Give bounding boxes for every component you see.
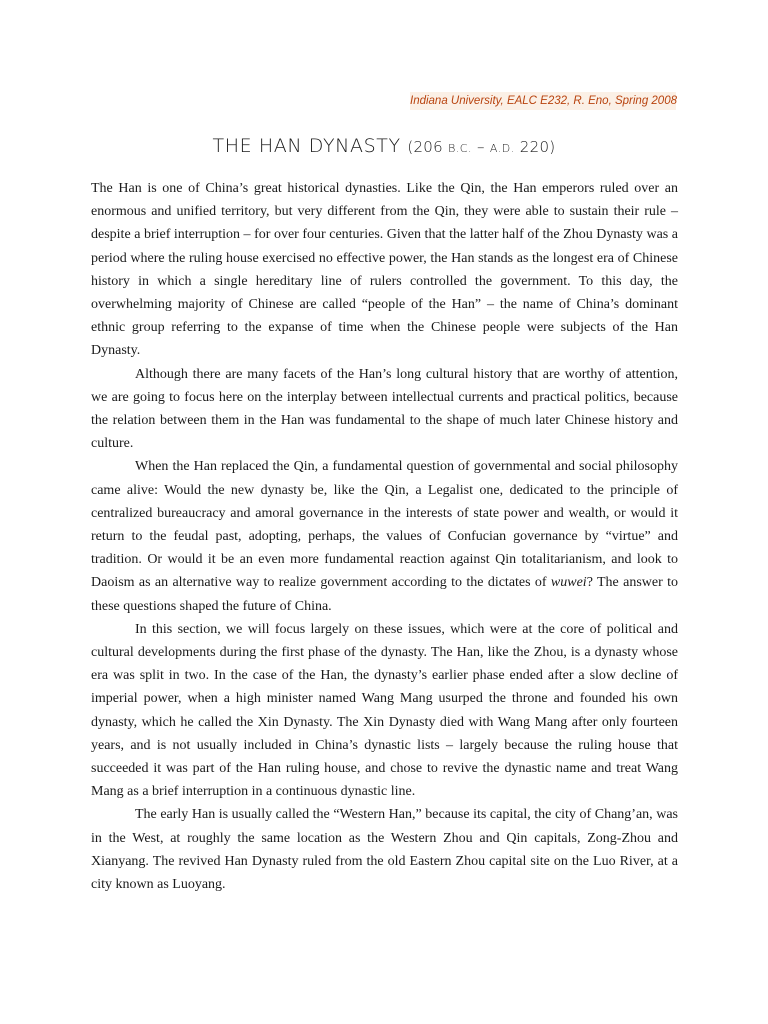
paragraph-philosophy bbox=[91, 455, 678, 617]
title-main: THE HAN DYNASTY bbox=[212, 135, 401, 157]
paragraph-capitals: The early Han is usually called the “Western Han,” because its capital, the city of Chang’an, was in the West, at roughly the same location as the Western Zhou and Qin capitals, Zong-Zhou and Xianyang. The revived Han Dynasty ruled from the old Eastern Zhou capital site on the Luo River, at a city known as Luoyang. bbox=[91, 807, 678, 893]
title-close: 220) bbox=[514, 138, 556, 156]
title-bc: B.C. bbox=[448, 142, 472, 155]
paragraph-philosophy-part1: When the Han replaced the Qin, a fundamental question of governmental and social philosophy came alive: Would the new dynasty be, like the Qin, a Legalist one, dedicated to the principle of centralized bureaucracy and amoral governance in the interests of state power and wealth, or would it return to the feudal past, adopting, perhaps, the values of Confucian governance by “virtue” and tradition. Or would it be an even more fundamental reaction against Qin totalitarianism, and look to Daoism as an alternative way to realize government according to the dictates of bbox=[91, 459, 678, 591]
title-dash: – bbox=[471, 138, 490, 156]
paragraph-intro: The Han is one of China’s great historical dynasties. Like the Qin, the Han emperors ruled over an enormous and unified territory, but very different from the Qin, they were able to sustain their rule – despite a brief interruption – for over four centuries. Given that the latter half of the Zhou Dynasty was a period where the ruling house exercised no effective power, the Han stands as the longest era of Chinese history in which a single hereditary line of rulers controlled the government. To this day, the overwhelming majority of Chinese are called “people of the Han” – the name of China’s dominant ethnic group referring to the expanse of time when the Chinese people were subjects of the Han Dynasty. bbox=[91, 181, 678, 359]
paragraph-philosophy-part2: ? The answer to these questions shaped the future of China. bbox=[91, 575, 678, 614]
title-open: (206 bbox=[407, 138, 449, 156]
title-ad: A.D. bbox=[489, 142, 515, 155]
wuwei-term: wuwei bbox=[550, 575, 587, 591]
paragraph-focus: Although there are many facets of the Han’s long cultural history that are worthy of attention, we are going to focus here on the interplay between intellectual currents and practical politics, because the relation between them in the Han was fundamental to the shape of much later Chinese history and culture. bbox=[91, 366, 678, 452]
course-header-note: Indiana University, EALC E232, R. Eno, Spring 2008 bbox=[410, 92, 676, 110]
paragraph-phases: In this section, we will focus largely on these issues, which were at the core of political and cultural developments during the first phase of the dynasty. The Han, like the Zhou, is a dynasty whose era was split in two. In the case of the Han, the dynasty’s earlier phase ended after a slow decline of imperial power, when a high minister named Wang Mang usurped the throne and founded his own dynasty, which he called the Xin Dynasty. The Xin Dynasty died with Wang Mang after only fourteen years, and is not usually included in China’s dynastic lists – largely because the ruling house that succeeded it was part of the Han ruling house, and chose to revive the dynastic name and treat Wang Mang as a brief interruption in a continuous dynastic line. bbox=[91, 621, 678, 800]
document-title bbox=[0, 135, 768, 157]
body-text bbox=[91, 177, 678, 896]
title-dates bbox=[407, 138, 555, 156]
